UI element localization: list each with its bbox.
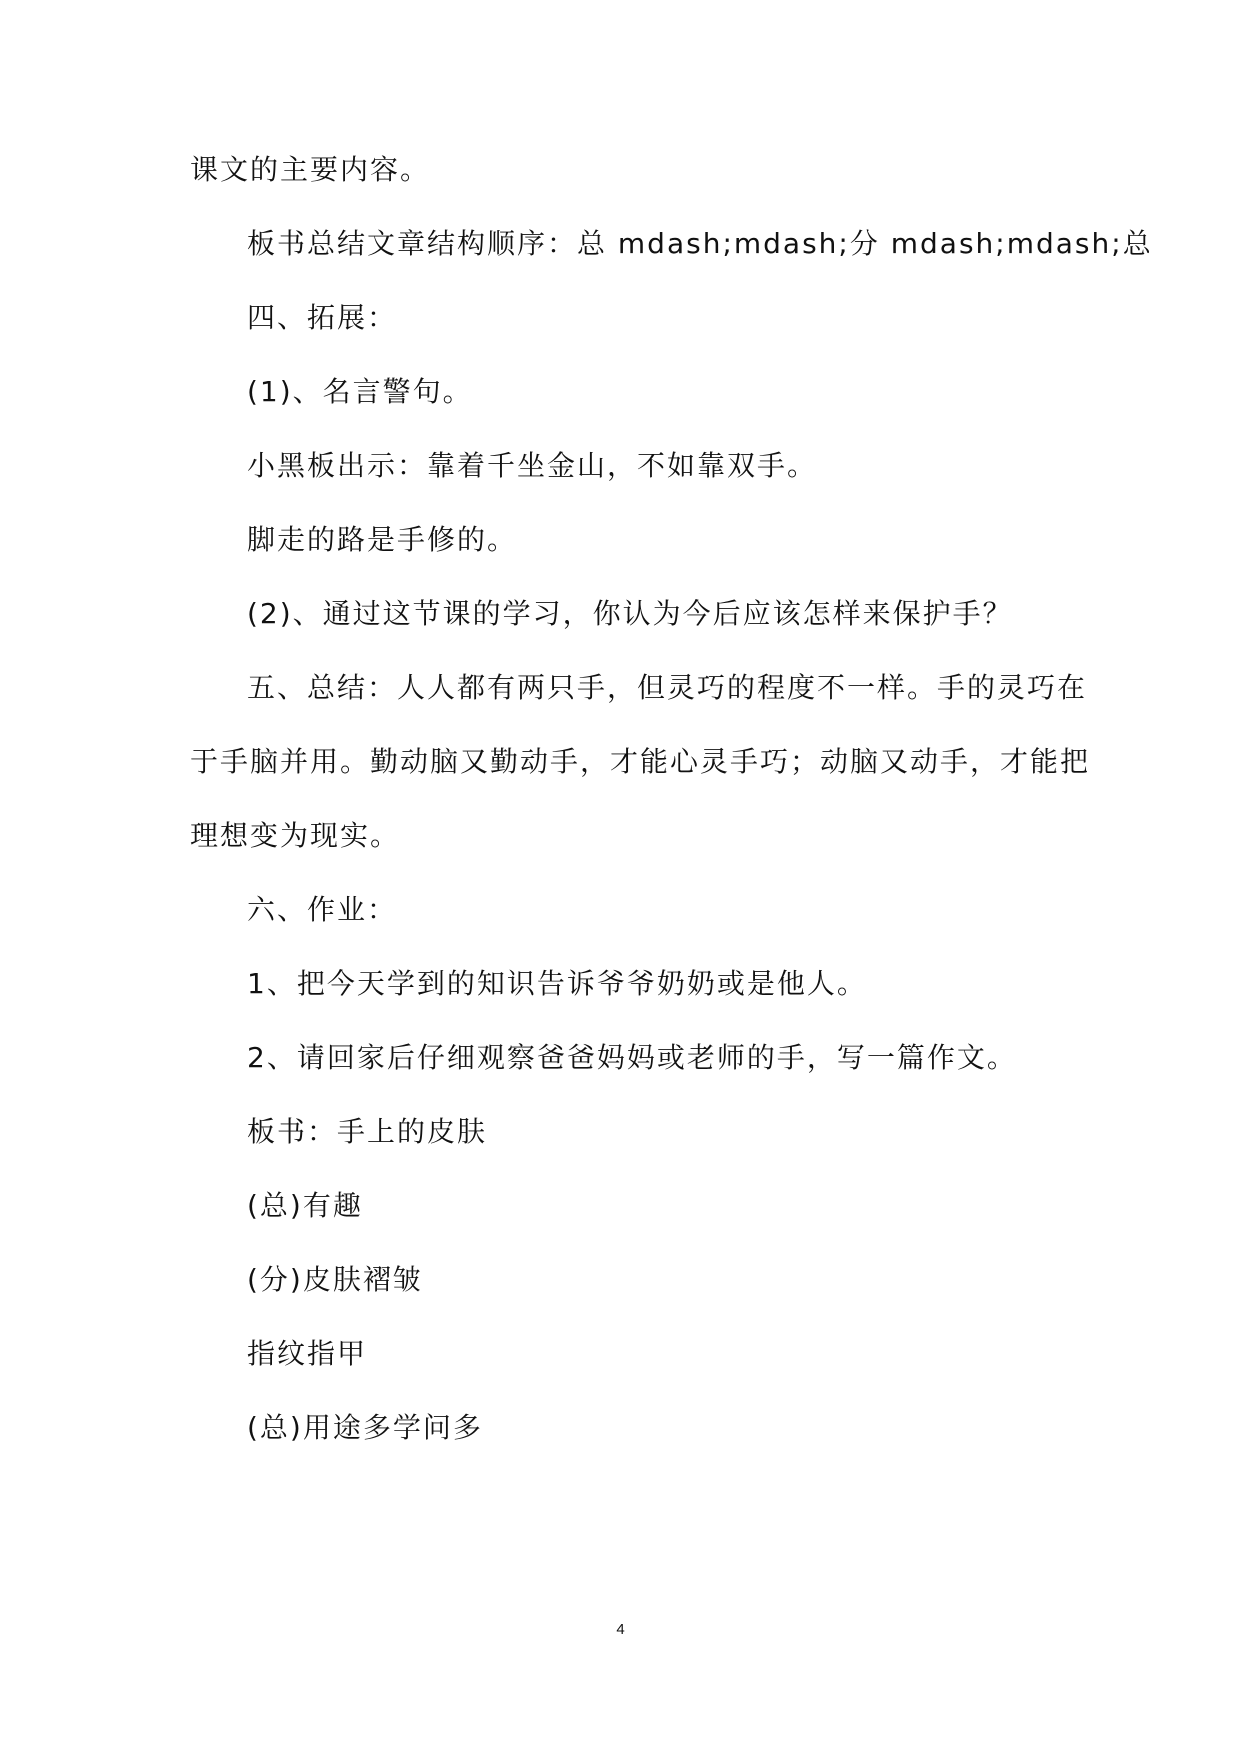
body-line: 板书总结文章结构顺序：总 mdash;mdash;分 mdash;mdash;总 xyxy=(247,227,1153,260)
body-line: 板书：手上的皮肤 xyxy=(247,1115,488,1148)
page-number: 4 xyxy=(616,1621,625,1638)
body-line: 1、把今天学到的知识告诉爷爷奶奶或是他人。 xyxy=(247,967,867,1000)
body-line: 课文的主要内容。 xyxy=(190,153,431,186)
section-heading: 四、拓展： xyxy=(247,301,398,334)
body-line: (分)皮肤褶皱 xyxy=(247,1263,423,1296)
body-line: 指纹指甲 xyxy=(247,1337,368,1370)
body-line: 小黑板出示：靠着千坐金山，不如靠双手。 xyxy=(247,449,818,482)
body-line: 理想变为现实。 xyxy=(190,819,401,852)
body-line: (总)用途多学问多 xyxy=(247,1411,483,1444)
body-line: (总)有趣 xyxy=(247,1189,363,1222)
body-line: (1)、名言警句。 xyxy=(247,375,473,408)
body-line: 2、请回家后仔细观察爸爸妈妈或老师的手，写一篇作文。 xyxy=(247,1041,1017,1074)
section-heading: 六、作业： xyxy=(247,893,398,926)
body-line: 于手脑并用。勤动脑又勤动手，才能心灵手巧；动脑又动手，才能把 xyxy=(190,745,1091,778)
body-line: 脚走的路是手修的。 xyxy=(247,523,518,556)
section-heading: 五、总结：人人都有两只手，但灵巧的程度不一样。手的灵巧在 xyxy=(247,671,1088,704)
body-line: (2)、通过这节课的学习，你认为今后应该怎样来保护手？ xyxy=(247,597,1013,630)
